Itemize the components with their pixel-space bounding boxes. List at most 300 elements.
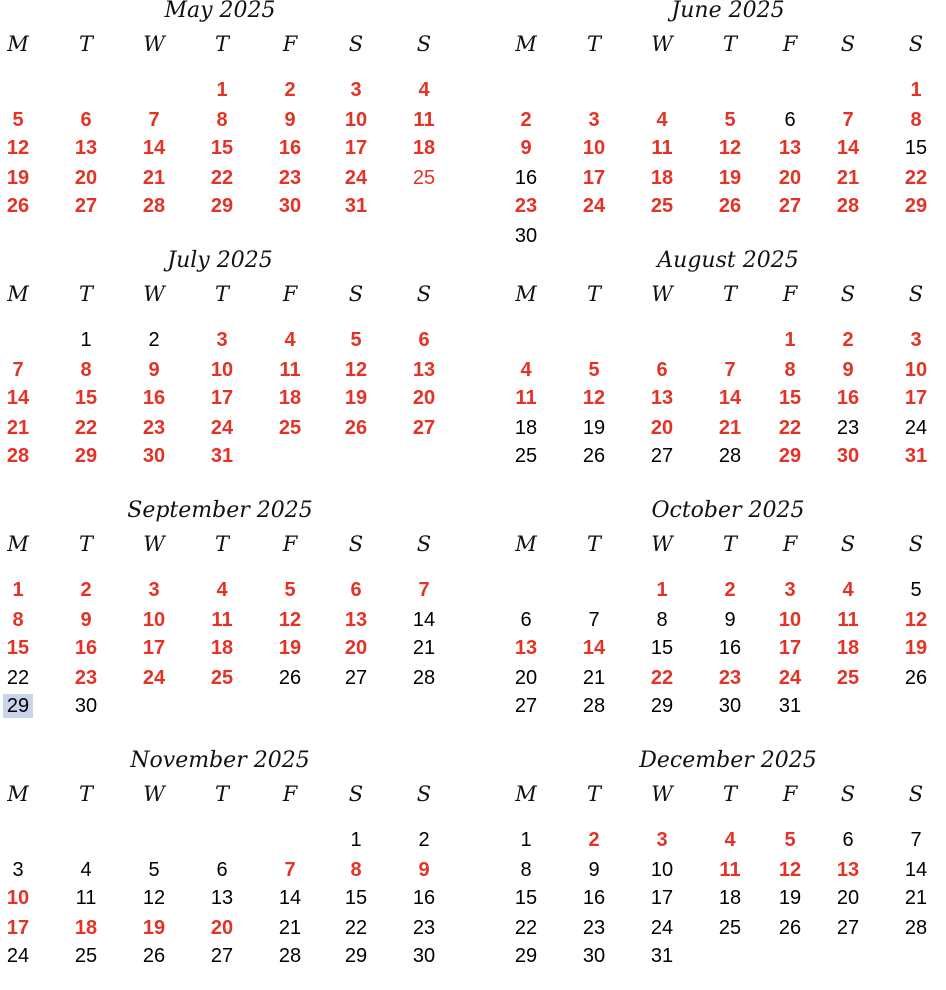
day-cell[interactable]: 8 xyxy=(216,109,228,131)
day-cell[interactable]: 15 xyxy=(6,637,30,659)
day-cell[interactable]: 26 xyxy=(344,417,368,439)
day-cell[interactable]: 1 xyxy=(520,829,532,851)
day-cell[interactable]: 31 xyxy=(904,445,928,467)
day-cell[interactable]: 7 xyxy=(910,829,922,851)
day-cell[interactable]: 16 xyxy=(836,387,860,409)
day-cell[interactable]: 11 xyxy=(211,609,233,631)
day-cell[interactable]: 2 xyxy=(588,829,600,851)
day-cell[interactable]: 6 xyxy=(80,109,92,131)
day-cell[interactable]: 16 xyxy=(142,387,166,409)
day-cell[interactable]: 29 xyxy=(210,195,234,217)
day-cell[interactable]: 7 xyxy=(284,859,296,881)
day-cell[interactable]: 18 xyxy=(74,917,98,939)
day-cell[interactable]: 12 xyxy=(904,609,928,631)
day-cell[interactable]: 22 xyxy=(6,667,30,689)
weekday-header: S xyxy=(908,282,924,306)
month-title: October 2025 xyxy=(651,498,805,523)
day-cell[interactable]: 10 xyxy=(142,609,166,631)
day-cell[interactable]: 30 xyxy=(142,445,166,467)
day-cell[interactable]: 25 xyxy=(412,167,436,189)
day-cell[interactable]: 26 xyxy=(904,667,928,689)
day-cell[interactable]: 5 xyxy=(350,329,362,351)
weekday-header: S xyxy=(840,532,856,556)
day-cell[interactable]: 30 xyxy=(718,695,742,717)
month-title: December 2025 xyxy=(639,748,817,773)
weekday-header: S xyxy=(348,32,364,56)
day-cell[interactable]: 11 xyxy=(279,359,301,381)
day-cell[interactable]: 7 xyxy=(148,109,160,131)
weekday-header: M xyxy=(7,782,29,806)
day-cell[interactable]: 17 xyxy=(904,387,928,409)
day-cell[interactable]: 7 xyxy=(12,359,24,381)
day-cell[interactable]: 25 xyxy=(210,667,234,689)
day-cell[interactable]: 18 xyxy=(514,417,538,439)
month-block xyxy=(508,0,946,247)
day-cell[interactable]: 8 xyxy=(520,859,532,881)
day-cell[interactable]: 24 xyxy=(582,195,606,217)
day-cell[interactable]: 24 xyxy=(210,417,234,439)
day-cell[interactable]: 16 xyxy=(514,167,538,189)
day-cell[interactable]: 13 xyxy=(514,637,538,659)
day-cell[interactable]: 23 xyxy=(836,417,860,439)
day-cell[interactable]: 22 xyxy=(778,417,802,439)
month-block xyxy=(508,750,946,990)
weekday-header: W xyxy=(651,782,673,806)
day-cell[interactable]: 28 xyxy=(412,667,436,689)
day-cell[interactable]: 28 xyxy=(6,445,30,467)
day-cell[interactable]: 13 xyxy=(344,609,368,631)
day-cell[interactable]: 4 xyxy=(216,579,228,601)
day-cell[interactable]: 24 xyxy=(142,667,166,689)
weekday-header: W xyxy=(651,282,673,306)
day-cell[interactable]: 20 xyxy=(778,167,802,189)
weekday-header: W xyxy=(143,532,165,556)
day-cell[interactable]: 21 xyxy=(412,637,436,659)
day-cell[interactable]: 26 xyxy=(582,445,606,467)
day-cell[interactable]: 14 xyxy=(278,887,302,909)
day-cell[interactable]: 21 xyxy=(582,667,606,689)
day-cell[interactable]: 19 xyxy=(582,417,606,439)
day-cell[interactable]: 14 xyxy=(718,387,742,409)
day-cell[interactable]: 21 xyxy=(904,887,928,909)
day-cell[interactable]: 11 xyxy=(75,887,97,909)
day-cell[interactable]: 3 xyxy=(216,329,228,351)
day-cell[interactable]: 1 xyxy=(784,329,796,351)
day-cell[interactable]: 25 xyxy=(836,667,860,689)
day-cell[interactable]: 4 xyxy=(284,329,296,351)
weekday-header: F xyxy=(782,782,798,806)
day-cell[interactable]: 14 xyxy=(6,387,30,409)
day-cell[interactable]: 4 xyxy=(520,359,532,381)
day-cell[interactable]: 31 xyxy=(344,195,368,217)
month-title: May 2025 xyxy=(164,0,276,23)
weekday-header: S xyxy=(416,282,432,306)
day-cell[interactable]: 10 xyxy=(778,609,802,631)
day-cell[interactable]: 3 xyxy=(12,859,24,881)
day-cell[interactable]: 3 xyxy=(656,829,668,851)
day-cell[interactable]: 22 xyxy=(74,417,98,439)
day-cell[interactable]: 23 xyxy=(74,667,98,689)
weekday-header: M xyxy=(515,532,537,556)
month-title: June 2025 xyxy=(671,0,785,23)
day-cell[interactable]: 12 xyxy=(142,887,166,909)
day-cell[interactable]: 14 xyxy=(412,609,436,631)
day-cell[interactable]: 30 xyxy=(412,945,436,967)
day-cell[interactable]: 2 xyxy=(80,579,92,601)
day-cell[interactable]: 26 xyxy=(278,667,302,689)
day-cell[interactable]: 6 xyxy=(350,579,362,601)
day-cell[interactable]: 5 xyxy=(284,579,296,601)
day-cell[interactable]: 20 xyxy=(74,167,98,189)
day-cell[interactable]: 12 xyxy=(6,137,30,159)
month-block xyxy=(508,500,946,740)
day-cell[interactable]: 17 xyxy=(6,917,30,939)
day-cell[interactable]: 14 xyxy=(904,859,928,881)
day-cell[interactable]: 22 xyxy=(904,167,928,189)
day-cell[interactable]: 6 xyxy=(842,829,854,851)
day-cell[interactable]: 4 xyxy=(842,579,854,601)
day-cell[interactable]: 16 xyxy=(582,887,606,909)
day-cell[interactable]: 2 xyxy=(842,329,854,351)
weekday-header: M xyxy=(515,282,537,306)
day-cell[interactable]: 11 xyxy=(719,859,741,881)
day-cell[interactable]: 27 xyxy=(836,917,860,939)
day-cell[interactable]: 27 xyxy=(344,667,368,689)
day-cell[interactable]: 11 xyxy=(837,609,859,631)
day-cell[interactable]: 23 xyxy=(514,195,538,217)
weekday-header: T xyxy=(722,782,737,806)
day-cell[interactable]: 28 xyxy=(718,445,742,467)
day-cell[interactable]: 9 xyxy=(284,109,296,131)
day-cell[interactable]: 31 xyxy=(778,695,802,717)
day-cell[interactable]: 13 xyxy=(74,137,98,159)
day-cell[interactable]: 23 xyxy=(718,667,742,689)
day-cell[interactable]: 12 xyxy=(718,137,742,159)
day-cell[interactable]: 24 xyxy=(778,667,802,689)
day-cell[interactable]: 11 xyxy=(413,109,435,131)
weekday-header: T xyxy=(214,282,229,306)
day-cell[interactable]: 11 xyxy=(515,387,537,409)
day-cell[interactable]: 10 xyxy=(650,859,674,881)
day-cell[interactable]: 28 xyxy=(582,695,606,717)
day-cell[interactable]: 17 xyxy=(650,887,674,909)
day-cell[interactable]: 8 xyxy=(80,359,92,381)
day-cell[interactable]: 18 xyxy=(412,137,436,159)
day-cell[interactable]: 19 xyxy=(278,637,302,659)
day-cell[interactable]: 9 xyxy=(520,137,532,159)
day-cell[interactable]: 27 xyxy=(778,195,802,217)
day-cell[interactable]: 21 xyxy=(6,417,30,439)
day-cell[interactable]: 19 xyxy=(904,637,928,659)
day-cell[interactable]: 6 xyxy=(784,109,796,131)
day-cell[interactable]: 7 xyxy=(588,609,600,631)
day-cell[interactable]: 28 xyxy=(904,917,928,939)
day-cell[interactable]: 7 xyxy=(842,109,854,131)
day-cell[interactable]: 10 xyxy=(6,887,30,909)
day-cell[interactable]: 5 xyxy=(12,109,24,131)
day-cell[interactable]: 4 xyxy=(80,859,92,881)
day-cell[interactable]: 3 xyxy=(784,579,796,601)
day-cell[interactable]: 27 xyxy=(514,695,538,717)
day-cell[interactable]: 29 xyxy=(650,695,674,717)
day-cell[interactable]: 13 xyxy=(210,887,234,909)
month-block xyxy=(0,750,440,990)
day-cell[interactable]: 19 xyxy=(344,387,368,409)
day-cell[interactable]: 16 xyxy=(718,637,742,659)
day-cell[interactable]: 10 xyxy=(904,359,928,381)
day-cell[interactable]: 12 xyxy=(278,609,302,631)
weekday-header: F xyxy=(282,282,298,306)
day-cell[interactable]: 3 xyxy=(148,579,160,601)
day-cell[interactable]: 19 xyxy=(6,167,30,189)
day-cell[interactable]: 17 xyxy=(142,637,166,659)
day-cell[interactable]: 28 xyxy=(278,945,302,967)
day-cell[interactable]: 9 xyxy=(724,609,736,631)
day-cell[interactable]: 22 xyxy=(650,667,674,689)
day-cell[interactable]: 27 xyxy=(74,195,98,217)
day-cell[interactable]: 25 xyxy=(718,917,742,939)
day-cell[interactable]: 29 xyxy=(344,945,368,967)
month-block xyxy=(0,500,440,740)
day-cell[interactable]: 14 xyxy=(582,637,606,659)
weekday-header: S xyxy=(908,782,924,806)
day-cell[interactable]: 29 xyxy=(3,694,33,718)
weekday-header: M xyxy=(7,282,29,306)
day-cell[interactable]: 20 xyxy=(836,887,860,909)
day-cell[interactable]: 22 xyxy=(514,917,538,939)
day-cell[interactable]: 26 xyxy=(778,917,802,939)
day-cell[interactable]: 23 xyxy=(278,167,302,189)
day-cell[interactable]: 1 xyxy=(910,79,922,101)
day-cell[interactable]: 8 xyxy=(784,359,796,381)
weekday-header: T xyxy=(586,32,601,56)
day-cell[interactable]: 26 xyxy=(6,195,30,217)
day-cell[interactable]: 3 xyxy=(350,79,362,101)
weekday-header: F xyxy=(282,782,298,806)
weekday-header: F xyxy=(782,282,798,306)
day-cell[interactable]: 28 xyxy=(142,195,166,217)
day-cell[interactable]: 27 xyxy=(412,417,436,439)
day-cell[interactable]: 16 xyxy=(412,887,436,909)
day-cell[interactable]: 1 xyxy=(656,579,668,601)
day-cell[interactable]: 22 xyxy=(344,917,368,939)
weekday-header: M xyxy=(7,32,29,56)
day-cell[interactable]: 27 xyxy=(210,945,234,967)
day-cell[interactable]: 10 xyxy=(344,109,368,131)
day-cell[interactable]: 20 xyxy=(344,637,368,659)
weekday-header: T xyxy=(78,782,93,806)
day-cell[interactable]: 21 xyxy=(718,417,742,439)
day-cell[interactable]: 12 xyxy=(344,359,368,381)
day-cell[interactable]: 5 xyxy=(784,829,796,851)
day-cell[interactable]: 28 xyxy=(836,195,860,217)
day-cell[interactable]: 18 xyxy=(650,167,674,189)
weekday-header: F xyxy=(782,32,798,56)
day-cell[interactable]: 31 xyxy=(210,445,234,467)
day-cell[interactable]: 3 xyxy=(910,329,922,351)
weekday-header: M xyxy=(7,532,29,556)
day-cell[interactable]: 1 xyxy=(350,829,362,851)
day-cell[interactable]: 5 xyxy=(724,109,736,131)
day-cell[interactable]: 22 xyxy=(210,167,234,189)
day-cell[interactable]: 12 xyxy=(582,387,606,409)
day-cell[interactable]: 2 xyxy=(520,109,532,131)
day-cell[interactable]: 24 xyxy=(904,417,928,439)
month-title: November 2025 xyxy=(130,748,310,773)
weekday-header: T xyxy=(214,782,229,806)
day-cell[interactable]: 2 xyxy=(148,329,160,351)
day-cell[interactable]: 24 xyxy=(344,167,368,189)
day-cell[interactable]: 7 xyxy=(724,359,736,381)
day-cell[interactable]: 8 xyxy=(656,609,668,631)
day-cell[interactable]: 29 xyxy=(778,445,802,467)
day-cell[interactable]: 10 xyxy=(582,137,606,159)
day-cell[interactable]: 30 xyxy=(582,945,606,967)
day-cell[interactable]: 29 xyxy=(74,445,98,467)
day-cell[interactable]: 3 xyxy=(588,109,600,131)
day-cell[interactable]: 8 xyxy=(12,609,24,631)
day-cell[interactable]: 8 xyxy=(350,859,362,881)
day-cell[interactable]: 9 xyxy=(148,359,160,381)
weekday-header: M xyxy=(515,32,537,56)
day-cell[interactable]: 26 xyxy=(142,945,166,967)
weekday-header: W xyxy=(651,32,673,56)
day-cell[interactable]: 8 xyxy=(910,109,922,131)
month-block xyxy=(0,0,440,240)
day-cell[interactable]: 13 xyxy=(836,859,860,881)
day-cell[interactable]: 24 xyxy=(650,917,674,939)
day-cell[interactable]: 15 xyxy=(778,387,802,409)
weekday-header: M xyxy=(515,782,537,806)
day-cell[interactable]: 23 xyxy=(142,417,166,439)
weekday-header: T xyxy=(214,32,229,56)
day-cell[interactable]: 5 xyxy=(148,859,160,881)
day-cell[interactable]: 23 xyxy=(412,917,436,939)
day-cell[interactable]: 6 xyxy=(418,329,430,351)
day-cell[interactable]: 24 xyxy=(6,945,30,967)
day-cell[interactable]: 7 xyxy=(418,579,430,601)
weekday-header: S xyxy=(348,532,364,556)
day-cell[interactable]: 12 xyxy=(778,859,802,881)
day-cell[interactable]: 2 xyxy=(418,829,430,851)
day-cell[interactable]: 20 xyxy=(412,387,436,409)
weekday-header: S xyxy=(416,32,432,56)
day-cell[interactable]: 27 xyxy=(650,445,674,467)
day-cell[interactable]: 13 xyxy=(412,359,436,381)
day-cell[interactable]: 9 xyxy=(80,609,92,631)
day-cell[interactable]: 18 xyxy=(210,637,234,659)
day-cell[interactable]: 29 xyxy=(904,195,928,217)
day-cell[interactable]: 9 xyxy=(418,859,430,881)
day-cell[interactable]: 15 xyxy=(74,387,98,409)
day-cell[interactable]: 6 xyxy=(656,359,668,381)
day-cell[interactable]: 1 xyxy=(80,329,92,351)
weekday-header: S xyxy=(416,782,432,806)
day-cell[interactable]: 19 xyxy=(718,167,742,189)
day-cell[interactable]: 9 xyxy=(588,859,600,881)
day-cell[interactable]: 26 xyxy=(718,195,742,217)
day-cell[interactable]: 30 xyxy=(278,195,302,217)
day-cell[interactable]: 25 xyxy=(74,945,98,967)
day-cell[interactable]: 19 xyxy=(778,887,802,909)
weekday-header: T xyxy=(78,282,93,306)
day-cell[interactable]: 25 xyxy=(514,445,538,467)
weekday-header: S xyxy=(840,782,856,806)
day-cell[interactable]: 15 xyxy=(344,887,368,909)
month-title: August 2025 xyxy=(657,248,799,273)
day-cell[interactable]: 2 xyxy=(284,79,296,101)
day-cell[interactable]: 14 xyxy=(836,137,860,159)
weekday-header: W xyxy=(143,782,165,806)
day-cell[interactable]: 4 xyxy=(656,109,668,131)
day-cell[interactable]: 30 xyxy=(836,445,860,467)
day-cell[interactable]: 13 xyxy=(650,387,674,409)
weekday-header: S xyxy=(908,532,924,556)
day-cell[interactable]: 14 xyxy=(142,137,166,159)
day-cell[interactable]: 25 xyxy=(650,195,674,217)
day-cell[interactable]: 15 xyxy=(210,137,234,159)
day-cell[interactable]: 4 xyxy=(418,79,430,101)
day-cell[interactable]: 19 xyxy=(142,917,166,939)
day-cell[interactable]: 20 xyxy=(210,917,234,939)
day-cell[interactable]: 18 xyxy=(718,887,742,909)
weekday-header: S xyxy=(348,782,364,806)
day-cell[interactable]: 6 xyxy=(520,609,532,631)
day-cell[interactable]: 17 xyxy=(344,137,368,159)
day-cell[interactable]: 5 xyxy=(910,579,922,601)
weekday-header: S xyxy=(840,282,856,306)
day-cell[interactable]: 23 xyxy=(582,917,606,939)
day-cell[interactable]: 20 xyxy=(514,667,538,689)
day-cell[interactable]: 21 xyxy=(142,167,166,189)
month-block xyxy=(0,250,440,490)
day-cell[interactable]: 18 xyxy=(836,637,860,659)
day-cell[interactable]: 9 xyxy=(842,359,854,381)
day-cell[interactable]: 20 xyxy=(650,417,674,439)
day-cell[interactable]: 5 xyxy=(588,359,600,381)
day-cell[interactable]: 16 xyxy=(278,137,302,159)
day-cell[interactable]: 13 xyxy=(778,137,802,159)
day-cell[interactable]: 17 xyxy=(582,167,606,189)
day-cell[interactable]: 2 xyxy=(724,579,736,601)
day-cell[interactable]: 1 xyxy=(216,79,228,101)
day-cell[interactable]: 11 xyxy=(651,137,673,159)
day-cell[interactable]: 10 xyxy=(210,359,234,381)
day-cell[interactable]: 16 xyxy=(74,637,98,659)
weekday-header: T xyxy=(722,32,737,56)
day-cell[interactable]: 17 xyxy=(210,387,234,409)
day-cell[interactable]: 30 xyxy=(514,225,538,247)
day-cell[interactable]: 18 xyxy=(278,387,302,409)
day-cell[interactable]: 29 xyxy=(514,945,538,967)
day-cell[interactable]: 17 xyxy=(778,637,802,659)
day-cell[interactable]: 15 xyxy=(650,637,674,659)
weekday-header: F xyxy=(782,532,798,556)
weekday-header: T xyxy=(722,282,737,306)
weekday-header: T xyxy=(586,282,601,306)
weekday-header: T xyxy=(78,32,93,56)
day-cell[interactable]: 21 xyxy=(278,917,302,939)
day-cell[interactable]: 31 xyxy=(650,945,674,967)
day-cell[interactable]: 25 xyxy=(278,417,302,439)
day-cell[interactable]: 1 xyxy=(12,579,24,601)
day-cell[interactable]: 6 xyxy=(216,859,228,881)
day-cell[interactable]: 15 xyxy=(904,137,928,159)
day-cell[interactable]: 4 xyxy=(724,829,736,851)
day-cell[interactable]: 21 xyxy=(836,167,860,189)
day-cell[interactable]: 30 xyxy=(74,695,98,717)
day-cell[interactable]: 15 xyxy=(514,887,538,909)
